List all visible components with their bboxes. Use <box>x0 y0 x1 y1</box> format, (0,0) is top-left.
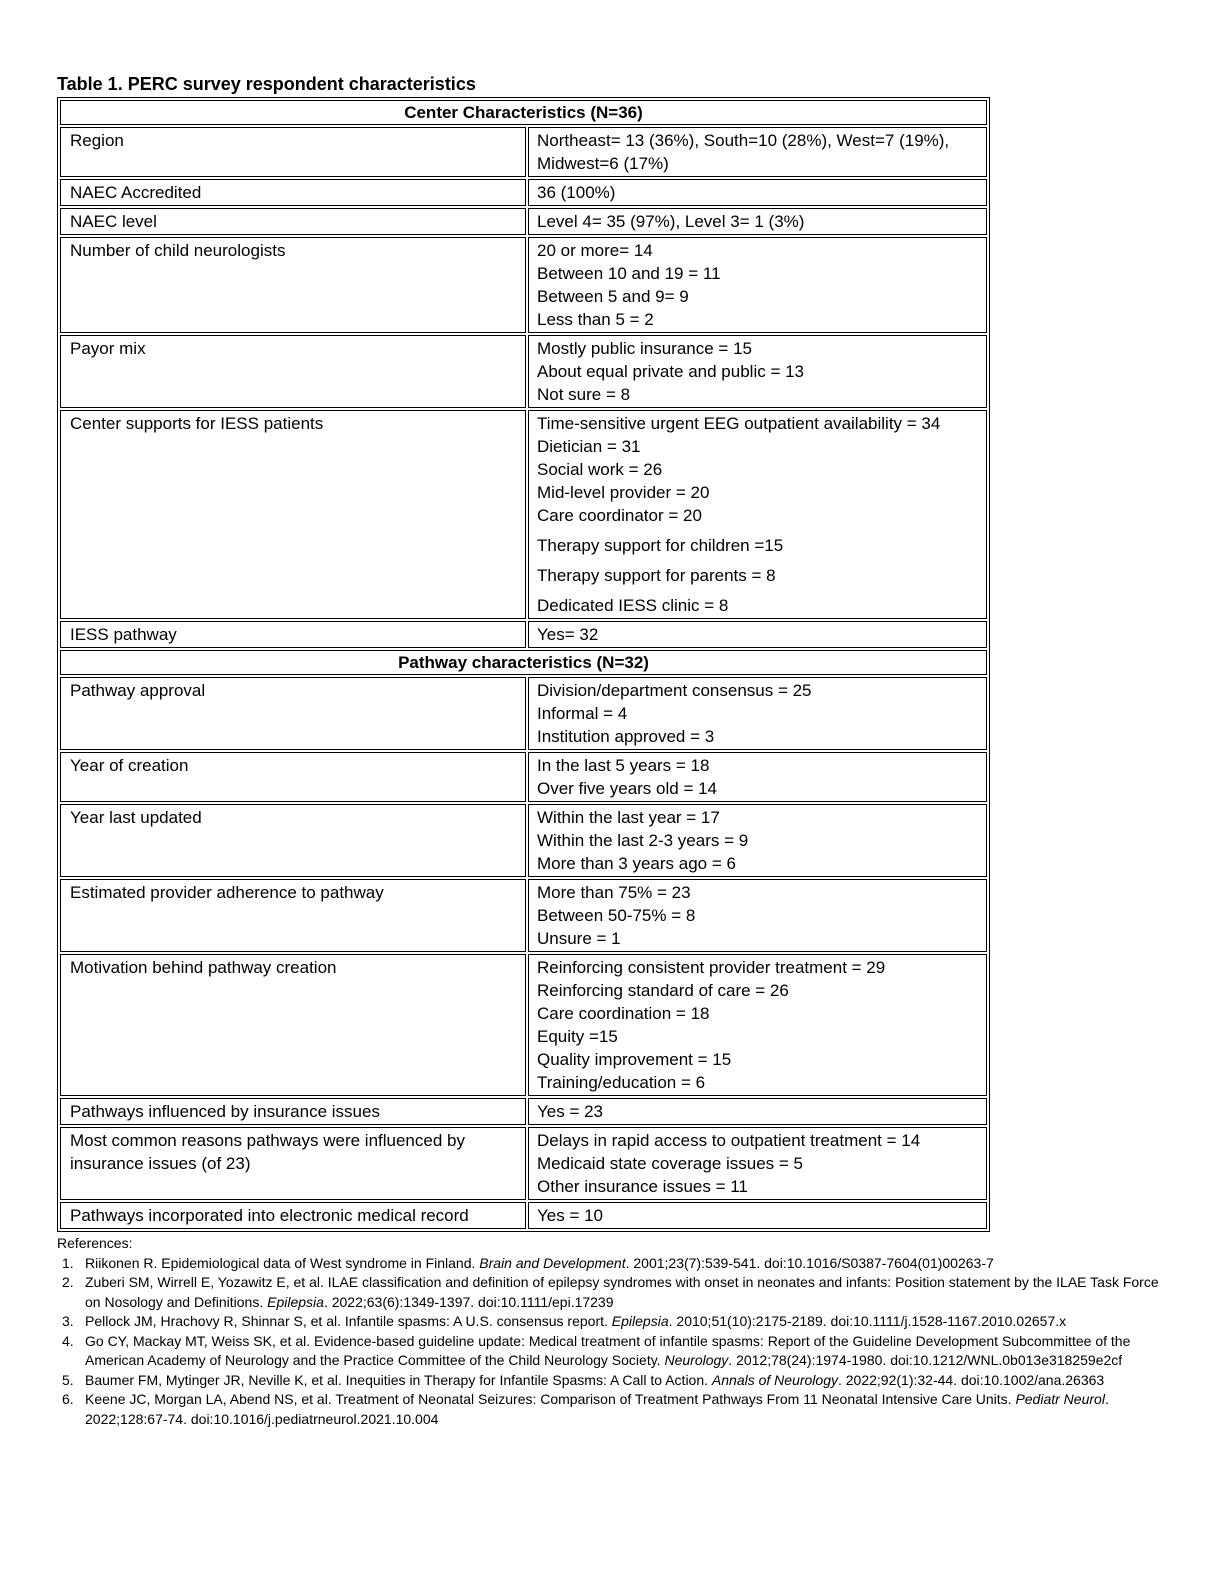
value-line: In the last 5 years = 18 <box>537 756 710 775</box>
value-line: Dietician = 31 <box>537 437 641 456</box>
row-label: Number of child neurologists <box>60 237 526 333</box>
value-line: Equity =15 <box>537 1027 618 1046</box>
journal-name: Pediatr Neurol <box>1015 1391 1105 1407</box>
section-header-row-pathway-characteristics <box>60 650 987 675</box>
value-line: Between 10 and 19 = 11 <box>537 264 721 283</box>
reference-item <box>57 1332 1160 1371</box>
section-header-row-center-characteristics <box>60 100 987 125</box>
reference-item <box>57 1273 1160 1312</box>
value-line: Medicaid state coverage issues = 5 <box>537 1154 804 1173</box>
reference-segment: Keene JC, Morgan LA, Abend NS, et al. Treatment of Neonatal Seizures: Comparison of Treatment Pathways From 11 Neonatal Intensive Care Units. <box>85 1391 1016 1407</box>
table-row-naec-level <box>60 208 987 235</box>
reference-segment: . 2010;51(10):2175-2189. doi:10.1111/j.1528-1167.2010.02657.x <box>668 1313 1067 1329</box>
value-line: Not sure = 8 <box>537 385 631 404</box>
reference-number: 2. <box>62 1274 74 1290</box>
row-label: Pathways influenced by insurance issues <box>60 1098 526 1125</box>
row-value <box>528 410 987 619</box>
row-label: NAEC Accredited <box>60 179 526 206</box>
table-row-region <box>60 127 987 177</box>
table-row-year-of-creation <box>60 752 987 802</box>
reference-segment: . 2001;23(7):539-541. doi:10.1016/S0387-7604(01)00263-7 <box>625 1254 994 1271</box>
table-row-emr-incorporated <box>60 1202 987 1229</box>
table-row-iess-pathway <box>60 621 987 648</box>
value-line: Within the last year = 17 <box>537 808 720 827</box>
journal-name: Annals of Neurology <box>711 1371 838 1388</box>
reference-segment: Baumer FM, Mytinger JR, Neville K, et al. Inequities in Therapy for Infantile Spasms: A Call to Action. <box>85 1371 712 1388</box>
reference-segment: . 2012;78(24):1974-1980. doi:10.1212/WNL.0b013e318259e2cf <box>728 1352 1123 1368</box>
row-label: Year of creation <box>60 752 526 802</box>
value-line: Quality improvement = 15 <box>537 1050 732 1069</box>
value-line: Dedicated IESS clinic = 8 <box>537 596 729 615</box>
reference-number: 6. <box>62 1391 74 1407</box>
references-section <box>57 1234 1160 1429</box>
table-row-pathway-approval <box>60 677 987 750</box>
value-line: Institution approved = 3 <box>537 727 715 746</box>
characteristics-table <box>57 97 990 1232</box>
reference-segment: . 2022;92(1):32-44. doi:10.1002/ana.26363 <box>837 1371 1105 1388</box>
value-line: More than 75% = 23 <box>537 883 691 902</box>
value-line: Informal = 4 <box>537 704 628 723</box>
row-label: Region <box>60 127 526 177</box>
row-value <box>528 237 987 333</box>
reference-number: 1. <box>62 1254 74 1271</box>
row-value <box>528 1127 987 1200</box>
reference-item <box>57 1390 1160 1429</box>
row-value <box>528 804 987 877</box>
table-row-child-neurologists <box>60 237 987 333</box>
reference-text <box>85 1255 994 1271</box>
reference-text <box>85 1391 1109 1427</box>
row-label: Motivation behind pathway creation <box>60 954 526 1096</box>
value-line: Yes = 23 <box>537 1102 604 1121</box>
row-label: Pathways incorporated into electronic medical record <box>60 1202 526 1229</box>
value-line: Therapy support for children =15 <box>537 536 784 555</box>
table-row-provider-adherence <box>60 879 987 952</box>
reference-segment: Pellock JM, Hrachovy R, Shinnar S, et al. Infantile spasms: A U.S. consensus report. <box>85 1313 612 1329</box>
reference-number: 4. <box>62 1332 74 1349</box>
value-line: More than 3 years ago = 6 <box>537 854 736 873</box>
row-label: IESS pathway <box>60 621 526 648</box>
value-line: About equal private and public = 13 <box>537 362 805 381</box>
references-heading: References: <box>57 1235 133 1251</box>
value-line: Delays in rapid access to outpatient treatment = 14 <box>537 1131 921 1150</box>
row-label: Payor mix <box>60 335 526 408</box>
row-value <box>528 752 987 802</box>
reference-item <box>57 1254 1160 1274</box>
row-value <box>528 1098 987 1125</box>
table-row-year-last-updated <box>60 804 987 877</box>
row-value <box>528 621 987 648</box>
value-line: Time-sensitive urgent EEG outpatient availability = 34 <box>537 414 941 433</box>
references-list <box>57 1254 1160 1430</box>
row-value <box>528 335 987 408</box>
row-value <box>528 954 987 1096</box>
row-label: Center supports for IESS patients <box>60 410 526 619</box>
value-line: Between 5 and 9= 9 <box>537 287 689 306</box>
journal-name: Epilepsia <box>611 1313 669 1329</box>
value-line: Mostly public insurance = 15 <box>537 339 752 358</box>
value-line: Reinforcing consistent provider treatment = 29 <box>537 958 886 977</box>
value-line: Reinforcing standard of care = 26 <box>537 981 789 1000</box>
reference-segment: Go CY, Mackay MT, Weiss SK, et al. Evidence-based guideline update: Medical treatment of infantile spasms: Report of the Guideline Development Subcommittee of the American Academy of Neurology and the Practice Committee of the Child Neurology Society. <box>85 1332 1131 1368</box>
table-row-insurance-reasons <box>60 1127 987 1200</box>
value-line: Training/education = 6 <box>537 1073 706 1092</box>
value-line: Northeast= 13 (36%), South=10 (28%), West=7 (19%), Midwest=6 (17%) <box>537 131 950 173</box>
reference-item <box>57 1371 1160 1391</box>
value-line: 36 (100%) <box>537 183 616 202</box>
value-line: Level 4= 35 (97%), Level 3= 1 (3%) <box>537 212 805 231</box>
value-line: Between 50-75% = 8 <box>537 906 696 925</box>
section-header: Pathway characteristics (N=32) <box>60 650 987 675</box>
table-row-center-supports <box>60 410 987 619</box>
row-value <box>528 127 987 177</box>
value-line: Care coordinator = 20 <box>537 506 702 525</box>
table-row-naec-accredited <box>60 179 987 206</box>
row-value <box>528 1202 987 1229</box>
reference-text <box>85 1313 1066 1329</box>
table-row-payor-mix <box>60 335 987 408</box>
row-label: Most common reasons pathways were influenced by insurance issues (of 23) <box>60 1127 526 1200</box>
value-line: Yes = 10 <box>537 1206 604 1225</box>
value-line: Over five years old = 14 <box>537 779 718 798</box>
row-label: Estimated provider adherence to pathway <box>60 879 526 952</box>
reference-text <box>85 1372 1104 1388</box>
value-line: Therapy support for parents = 8 <box>537 566 776 585</box>
value-line: Unsure = 1 <box>537 929 621 948</box>
row-value <box>528 677 987 750</box>
value-line: Division/department consensus = 25 <box>537 681 812 700</box>
reference-text <box>85 1333 1130 1369</box>
reference-number: 5. <box>62 1371 74 1388</box>
value-line: Yes= 32 <box>537 625 599 644</box>
reference-segment: Zuberi SM, Wirrell E, Yozawitz E, et al. ILAE classification and definition of epilepsy syndromes with onset in neonates and infants: Position statement by the ILAE Task Force on Nosology and Definitions. <box>85 1274 1159 1310</box>
row-label: NAEC level <box>60 208 526 235</box>
row-value <box>528 208 987 235</box>
row-label: Pathway approval <box>60 677 526 750</box>
value-line: Social work = 26 <box>537 460 663 479</box>
table-row-insurance-influence <box>60 1098 987 1125</box>
journal-name: Neurology <box>664 1352 729 1368</box>
section-header: Center Characteristics (N=36) <box>60 100 987 125</box>
value-line: Less than 5 = 2 <box>537 310 654 329</box>
reference-item <box>57 1312 1160 1332</box>
journal-name: Brain and Development <box>479 1254 626 1271</box>
value-line: Within the last 2-3 years = 9 <box>537 831 749 850</box>
reference-segment: . 2022;128:67-74. doi:10.1016/j.pediatrneurol.2021.10.004 <box>85 1391 1109 1427</box>
row-value <box>528 179 987 206</box>
value-line: Other insurance issues = 11 <box>537 1177 748 1196</box>
reference-text <box>85 1274 1159 1310</box>
table-row-motivation <box>60 954 987 1096</box>
value-line: 20 or more= 14 <box>537 241 653 260</box>
journal-name: Epilepsia <box>267 1293 324 1310</box>
reference-segment: . 2022;63(6):1349-1397. doi:10.1111/epi.17239 <box>323 1293 614 1310</box>
value-line: Mid-level provider = 20 <box>537 483 710 502</box>
reference-segment: Riikonen R. Epidemiological data of West syndrome in Finland. <box>85 1254 480 1271</box>
row-value <box>528 879 987 952</box>
table-title: Table 1. PERC survey respondent characteristics <box>57 74 476 94</box>
value-line: Care coordination = 18 <box>537 1004 710 1023</box>
row-label: Year last updated <box>60 804 526 877</box>
reference-number: 3. <box>62 1313 74 1329</box>
